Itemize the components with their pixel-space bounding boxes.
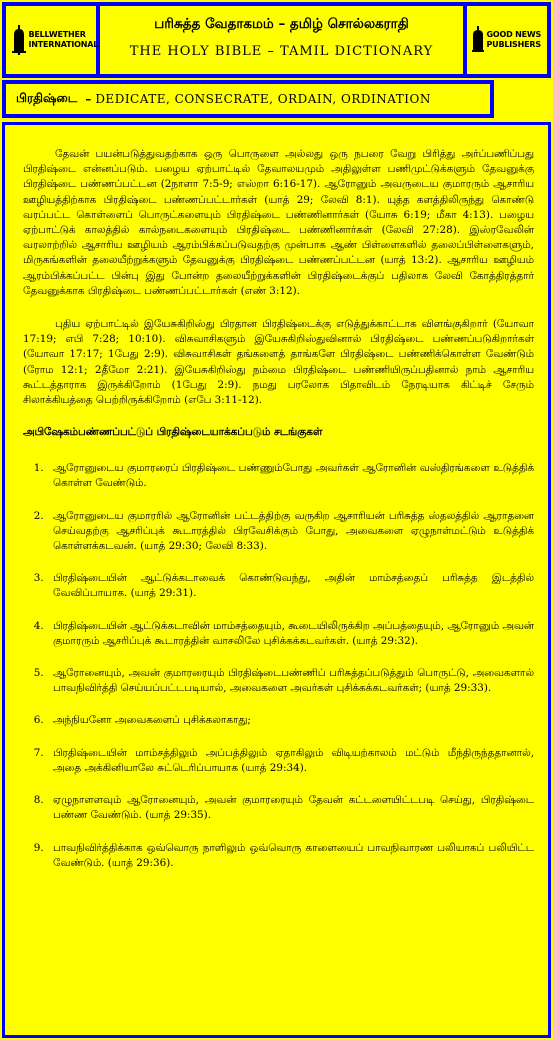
list-item: 5. ஆரோனையும், அவன் குமாரரையும் பிரதிஷ்டைபண்ணிப் பரிசுத்தப்படுத்தும் பொருட்டு, அவைகளால் பாவநிவிர்த்தி செய்யப்பட்டபடியால், அவைகளை அவர்கள் புசிக்கக்கடவர்கள்; (யாத் 29:33). xyxy=(47,666,534,696)
header-frame xyxy=(2,2,551,78)
rituals-list xyxy=(23,461,534,871)
list-item: 9. பாவநிவிர்த்திக்காக ஒவ்வொரு நாளிலும் ஒவ்வொரு காளையைப் பாவநிவாரண பலியாகப் பலியிட்ட வேண்டும். (யாத் 29:36). xyxy=(47,841,534,871)
topic-english: DEDICATE, CONSECRATE, ORDAIN, ORDINATION xyxy=(95,92,431,106)
logo-left-text: BELLWETHER INTERNATIONAL xyxy=(28,30,99,49)
list-item: 3. பிரதிஷ்டையின் ஆட்டுக்கடாவைக் கொண்டுவந்து, அதின் மாம்சத்தைப் பரிசுத்த இடத்தில் வேவிப்பாயாக. (யாத் 29:31). xyxy=(47,571,534,601)
topic-separator: – xyxy=(85,92,92,106)
list-item: 8. ஏழுநாளளவும் ஆரோனையும், அவன் குமாரரையும் தேவன் கட்டளையிட்டபடி செய்து, பிரதிஷ்டை பண்ண வேண்டும். (யாத் 29:35). xyxy=(47,793,534,823)
section-heading: அபிஷேகம்பண்ணப்பட்டுப் பிரதிஷ்டையாக்கப்படும் சடங்குகள் xyxy=(23,426,323,439)
bell-icon xyxy=(12,25,26,55)
title-tamil: பரிசுத்த வேதாகமம் – தமிழ் சொல்லகராதி xyxy=(154,16,409,32)
bell-icon xyxy=(472,26,484,54)
topic-title xyxy=(6,84,490,114)
paragraph-old-testament: தேவன் பயன்படுத்துவதற்காக ஒரு பொருளை அல்லது ஒரு நபரை வேறு பிரித்து அர்ப்பணிப்பது பிரதிஷ்டை என்னப்படும். பழைய ஏற்பாட்டில் தேவாலயமும் அதிலுள்ள பணிமுட்டுக்களும் தேவனுக்கு பிரதிஷ்டை பண்ணப்பட்டன (2நாளா 7:5-9; எஸ்றா 6:16-17). ஆரோனும் அவருடைய குமாரரும் ஆசாரிய ஊழியத்திற்காக பிரதிஷ்டை பண்ணப்பட்டார்கள் (யாத் 29; லேவி 8:1). யுத்த களத்திலிருந்து கொண்டு வரப்பட்ட கொள்ளைப் பொருட்களையும் பிரதிஷ்டை பண்ணினார்கள் (யோசு 6:19; மீகா 4:13). பழைய ஏற்பாட்டுக் காலத்தில் கால்நடைகளையும் பிரதிஷ்டை பண்ணினார்கள் (லேவி 27:28). இஸ்ரவேலின் வரலாற்றில் ஆசாரிய ஊழியம் ஆரம்பிக்கப்படுவதற்கு முன்பாக ஆண் பிள்ளைகளில் தலைப்பிள்ளைகளும், மிருகங்களின் தலையீற்றுக்களும் தேவனுக்கு பிரதிஷ்டை பண்ணப்பட்டன (யாத் 13:2). ஆசாரிய ஊழியம் ஆரம்பிக்கப்பட்ட பின்பு இது போன்ற தலையீற்றுக்களின் பிரதிஷ்டைக்குப் பதிலாக லேவி கோத்திரத்தார் தேவனுக்காக பிரதிஷ்டை பண்ணப்பட்டார்கள் (எண் 3:12). xyxy=(23,148,534,297)
title-english: THE HOLY BIBLE – TAMIL DICTIONARY xyxy=(129,44,434,59)
bellwether-logo xyxy=(6,6,99,74)
topic-frame xyxy=(2,80,494,118)
paragraph-new-testament: புதிய ஏற்பாட்டில் இயேசுகிறிஸ்து பிரதான பிரதிஷ்டைக்கு எடுத்துக்காட்டாக விளங்குகிறார் (யோவா 17:19; எபி 7:28; 10:10). விசுவாசிகளும் இயேசுகிறிஸ்துவினால் பிரதிஷ்டை பண்ணப்படுகிறார்கள் (யோவா 17:17; 1பேது 2:9). விசுவாசிகள் தங்களைத் தாங்களே பிரதிஷ்டை பண்ணிக்கொள்ள வேண்டும் (ரோம 12:1; 2தீமோ 2:21). இயேசுகிறிஸ்து நம்மை பிரதிஷ்டை பண்ணியிருப்பதினால் நாம் ஆசாரிய கூட்டத்தாராக இருக்கிறோம் (1பேது 2:9). நமது பரலோக பிதாவிடம் நேரடியாக கிட்டிச் சேரும் சிலாக்கியத்தை பெற்றிருக்கிறோம் (எபே 3:11-12). xyxy=(23,318,534,407)
article-body xyxy=(2,122,551,1038)
list-item: 2. ஆரோனுடைய குமாரரில் ஆரோனின் பட்டத்திற்கு வருகிற ஆசாரியன் பரிசுத்த ஸ்தலத்தில் ஆராதனை செய்வதற்கு ஆசரிப்புக் கூடாரத்தில் பிரவேசிக்கும் போது, அவைகளை ஏழுநாள்மட்டும் உடுத்திக் கொள்ளக்கடவன். (யாத் 29:30; லேவி 8:33). xyxy=(47,509,534,555)
list-item: 6. அந்நியனோ அவைகளைப் புசிக்கலாகாது; xyxy=(47,713,534,728)
good-news-logo xyxy=(467,6,547,74)
list-item: 7. பிரதிஷ்டையின் மாம்சத்திலும் அப்பத்திலும் ஏதாகிலும் விடியற்காலம் மட்டும் மீந்திருந்ததானால், அதை அக்கினியாலே சுட்டெரிப்பாயாக (யாத் 29:34). xyxy=(47,746,534,776)
title-block xyxy=(100,6,463,74)
topic-tamil: பிரதிஷ்டை xyxy=(16,91,78,105)
list-item: 4. பிரதிஷ்டையின் ஆட்டுக்கடாவின் மாம்சத்தையும், கூடையிலிருக்கிற அப்பத்தையும், ஆரோனும் அவன் குமாரரும் ஆசரிப்புக் கூடாரத்தின் வாசலிலே புசிக்கக்கடவர்கள். (யாத் 29:32). xyxy=(47,619,534,649)
list-item: 1. ஆரோனுடைய குமாரரைப் பிரதிஷ்டை பண்ணும்போது அவர்கள் ஆரோனின் வஸ்திரங்களை உடுத்திக் கொள்ள வேண்டும். xyxy=(47,461,534,491)
logo-right-text: GOOD NEWS PUBLISHERS xyxy=(486,30,542,49)
